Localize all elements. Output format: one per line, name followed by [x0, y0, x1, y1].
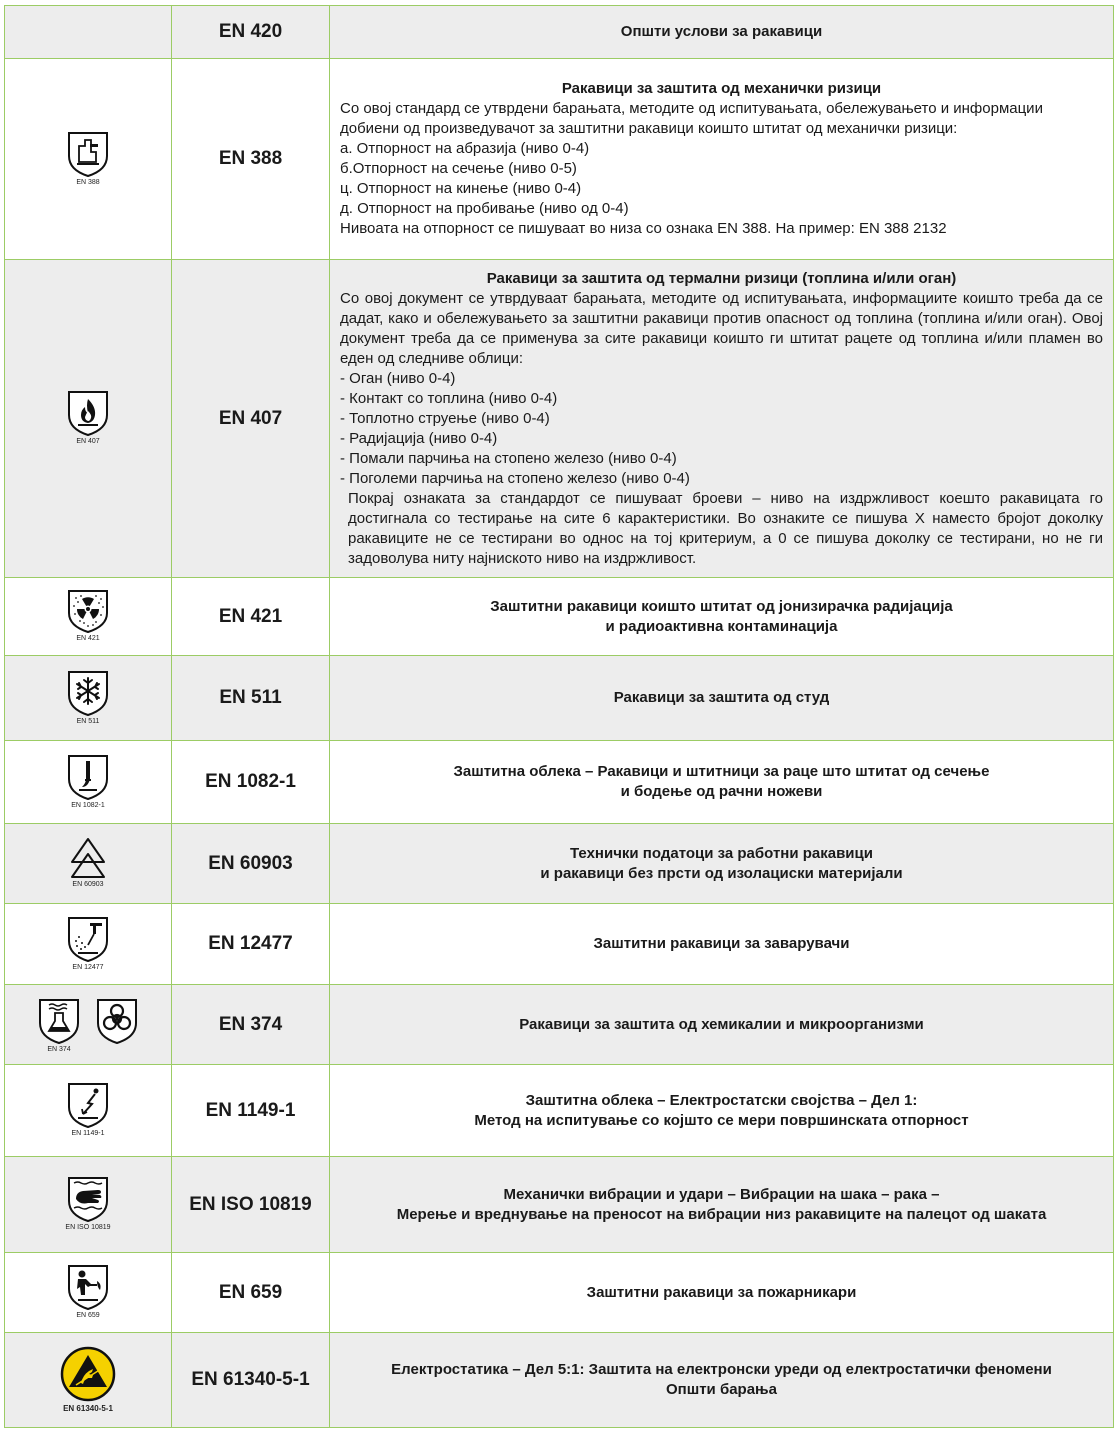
description-title-line2: Мерење и вреднување на преносот на вибрации низ ракавиците на палецот од шаката — [396, 1205, 1047, 1223]
icon-caption: EN 421 — [76, 635, 100, 642]
table-row — [5, 578, 1114, 656]
icon-caption: EN 12477 — [72, 963, 104, 971]
description-line: - Поголеми парчиња на стопено железо (ниво 0-4) — [340, 469, 690, 487]
icon-cell — [5, 59, 172, 260]
table-row — [5, 985, 1114, 1065]
icon-cell — [5, 985, 172, 1065]
icon-cell — [5, 260, 172, 578]
description-line: - Контакт со топлина (ниво 0-4) — [340, 389, 558, 407]
standard-code: EN 1082-1 — [172, 741, 330, 824]
icon-caption: EN 61340-5-1 — [63, 1403, 113, 1413]
biohazard-icon — [95, 997, 139, 1045]
description-title: Заштитни ракавици за заварувачи — [593, 935, 850, 952]
radiation-icon — [66, 588, 110, 634]
icon-cell — [5, 1065, 172, 1157]
icon-caption: EN 659 — [76, 1312, 100, 1319]
standard-code: EN 659 — [172, 1253, 330, 1333]
icon-cell — [5, 904, 172, 985]
description-title: Заштитна облека – Ракавици и штитници за раце што штитат од сечење — [453, 763, 990, 780]
description-title: Ракавици за заштита од студ — [613, 689, 830, 706]
standard-description — [330, 59, 1114, 260]
standard-description — [330, 656, 1114, 741]
icon-cell — [5, 1157, 172, 1253]
description-title: Општи услови за ракавици — [620, 23, 823, 40]
description-line: - Помали парчиња на стопено железо (ниво 0-4) — [340, 449, 677, 467]
mechanical-risk-icon — [66, 130, 110, 178]
standard-code: EN 407 — [172, 260, 330, 578]
standard-description — [330, 985, 1114, 1065]
standard-description — [330, 741, 1114, 824]
icon-caption: EN 407 — [76, 438, 100, 445]
insulation-triangle-icon — [68, 836, 108, 880]
description-line: - Оган (ниво 0-4) — [340, 369, 456, 387]
standard-description — [330, 578, 1114, 656]
description-line: а. Отпорност на абразија (ниво 0-4) — [340, 140, 590, 157]
table-row — [5, 741, 1114, 824]
icon-caption: EN 1082-1 — [71, 801, 105, 809]
description-line: - Топлотно струење (ниво 0-4) — [340, 409, 550, 427]
chemical-icon — [37, 997, 81, 1045]
description-title: Ракавици за заштита од механички ризици — [561, 80, 882, 97]
icon-caption: EN 1149-1 — [71, 1130, 105, 1137]
icon-cell — [5, 741, 172, 824]
icon-cell — [5, 1253, 172, 1333]
description-title: Заштитна облека – Електростатски својства – Дел 1: — [525, 1091, 918, 1109]
table-row — [5, 824, 1114, 904]
icon-cell — [5, 6, 172, 59]
description-title-line2: Метод на испитување со којшто се мери површинската отпорност — [474, 1111, 969, 1129]
description-title: Заштитни ракавици коишто штитат од јонизирачка радијација — [490, 597, 953, 615]
standard-code: EN 374 — [172, 985, 330, 1065]
icon-cell — [5, 578, 172, 656]
vibration-icon — [66, 1175, 110, 1223]
description-title: Технички податоци за работни ракавици — [570, 844, 873, 862]
icon-caption: EN 388 — [76, 178, 100, 186]
flame-icon — [66, 389, 110, 437]
table-row — [5, 1253, 1114, 1333]
firefighter-icon — [66, 1263, 110, 1311]
description-line: - Радијација (ниво 0-4) — [340, 429, 498, 447]
table-row — [5, 1333, 1114, 1428]
standard-code: EN 420 — [172, 6, 330, 59]
standard-description — [330, 260, 1114, 578]
standard-code: EN 511 — [172, 656, 330, 741]
standard-code: EN 1149-1 — [172, 1065, 330, 1157]
description-title: Електростатика – Дел 5:1: Заштита на електронски уреди од електростатички феномени — [391, 1361, 1052, 1378]
icon-cell — [5, 1333, 172, 1428]
table-row — [5, 1065, 1114, 1157]
table-row — [5, 260, 1114, 578]
standard-code: EN 388 — [172, 59, 330, 260]
standard-description — [330, 824, 1114, 904]
welding-icon — [66, 915, 110, 963]
snowflake-icon — [66, 669, 110, 717]
standards-table — [4, 5, 1114, 1428]
standard-code: EN 12477 — [172, 904, 330, 985]
standard-description — [330, 6, 1114, 59]
standard-code: EN 61340-5-1 — [172, 1333, 330, 1428]
standard-description — [330, 1333, 1114, 1428]
esd-icon — [59, 1345, 117, 1403]
standard-description — [330, 1157, 1114, 1253]
table-row — [5, 904, 1114, 985]
icon-caption: EN ISO 10819 — [65, 1224, 111, 1231]
description-title: Ракавици за заштита од термални ризици (топлина и/или оган) — [486, 269, 957, 287]
table-row — [5, 1157, 1114, 1253]
standard-code: EN 421 — [172, 578, 330, 656]
standard-description — [330, 1253, 1114, 1333]
electrostatic-icon — [66, 1081, 110, 1129]
standard-code: EN 60903 — [172, 824, 330, 904]
knife-icon — [66, 753, 110, 801]
description-title: Заштитни ракавици за пожарникари — [586, 1283, 857, 1301]
icon-cell — [5, 824, 172, 904]
icon-caption: EN 374 — [47, 1045, 71, 1053]
icon-cell — [5, 656, 172, 741]
description-line: ц. Отпорност на кинење (ниво 0-4) — [340, 180, 582, 197]
description-line: Покрај ознаката за стандардот се пишуваат броеви – ниво на издржливост коешто ракавицата го достигнала со тестирање на сите 6 карактеристики. Во ознаките се пишува X наместо бројот доколку ракавиците не се тестирани во однос на тој критериум, а 0 се пишува доколку се тестирани, но не ги задоволува ниту најниското ниво на издржливост. — [348, 489, 1103, 567]
description-line: Со овој документ се утврдуваат барањата, методите од испитувањата, информациите коишто треба да се дадат, како и обележувањето за заштитни ракавици против опасност од топлина (топлина и/или оган). Овој документ треба да се применува за сите ракавици коишто ги штитат рацете од топлина и/или пламен во еден од следниве облици: — [340, 289, 1103, 367]
description-title: Ракавици за заштита од хемикалии и микроорганизми — [519, 1015, 924, 1033]
description-line: Со овој стандард се утврдени барањата, методите од испитувањата, обележувањето и информации добиени од произведувачот за заштитни ракавици коишто штитат од механички ризици: — [340, 100, 1043, 137]
description-line: д. Отпорност на пробивање (ниво од 0-4) — [340, 200, 629, 217]
table-row — [5, 6, 1114, 59]
description-title-line2: Општи барања — [665, 1381, 777, 1398]
icon-caption: EN 511 — [76, 717, 100, 725]
description-title-line2: и ракавици без прсти од изолациски материјали — [540, 864, 903, 882]
description-line: Нивоата на отпорност се пишуваат во низа со ознака EN 388. На пример: EN 388 2132 — [340, 220, 947, 237]
standard-code: EN ISO 10819 — [172, 1157, 330, 1253]
table-row — [5, 59, 1114, 260]
icon-caption: EN 60903 — [72, 881, 104, 888]
table-row — [5, 656, 1114, 741]
description-title-line2: и радиоактивна контаминација — [605, 617, 838, 635]
description-title-line2: и бодење од рачни ножеви — [620, 783, 823, 800]
standard-description — [330, 904, 1114, 985]
description-title: Механички вибрации и удари – Вибрации на шака – рака – — [503, 1185, 940, 1203]
standard-description — [330, 1065, 1114, 1157]
description-line: б.Отпорност на сечење (ниво 0-5) — [340, 160, 577, 177]
